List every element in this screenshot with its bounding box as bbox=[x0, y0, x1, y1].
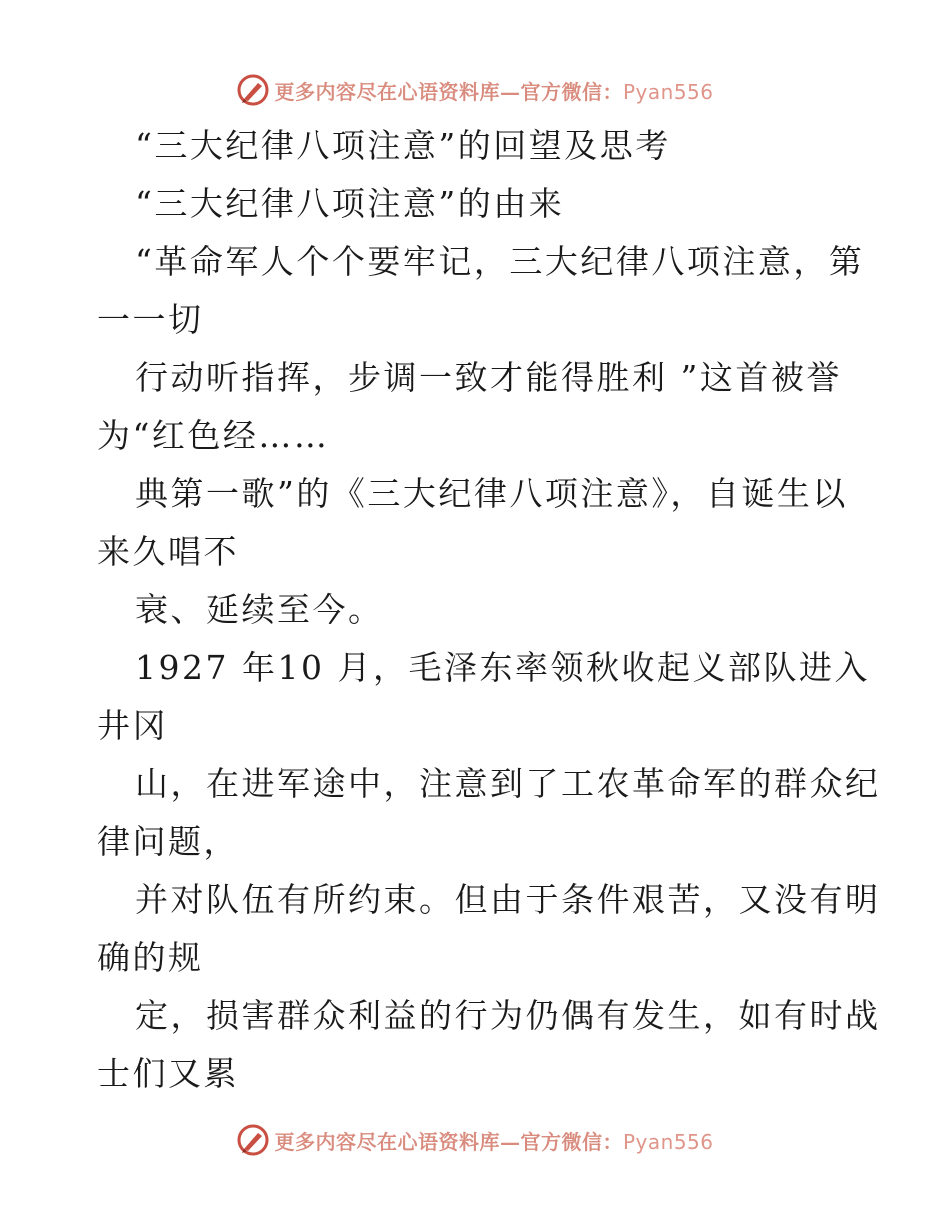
doc-line: 并对队伍有所约束。但由于条件艰苦，又没有明 bbox=[135, 880, 881, 919]
doc-line: 典第一歌”的《三大纪律八项注意》，自诞生以 bbox=[135, 474, 848, 513]
doc-line: 山，在进军途中，注意到了工农革命军的群众纪 bbox=[135, 764, 881, 803]
pen-logo-icon bbox=[236, 1123, 270, 1157]
header-banner-separator: — bbox=[499, 79, 521, 104]
doc-line: 定，损害群众利益的行为仍偶有发生，如有时战 bbox=[135, 996, 881, 1035]
header-banner-text bbox=[274, 76, 713, 105]
header-banner bbox=[0, 70, 950, 110]
pen-logo-icon bbox=[236, 73, 270, 107]
doc-subtitle: “三大纪律八项注意”的由来 bbox=[135, 184, 565, 223]
doc-line: 衰、延续至今。 bbox=[135, 590, 384, 629]
footer-banner-handle: Pyan556 bbox=[622, 1129, 714, 1154]
footer-banner bbox=[0, 1120, 950, 1160]
header-banner-suffix: 官方微信： bbox=[520, 79, 623, 104]
doc-line: 士们又累 bbox=[97, 1054, 239, 1093]
doc-line: 行动听指挥，步调一致才能得胜利 ”这首被誉 bbox=[135, 358, 842, 397]
doc-line: 1927 年10 月，毛泽东率领秋收起义部队进入 bbox=[135, 648, 870, 687]
doc-line: 律问题， bbox=[97, 822, 239, 861]
doc-line: 确的规 bbox=[97, 938, 204, 977]
doc-line: “革命军人个个要牢记，三大纪律八项注意，第 bbox=[135, 242, 865, 281]
document-body bbox=[97, 117, 881, 1103]
doc-line: 来久唱不 bbox=[97, 532, 239, 571]
footer-banner-title: 更多内容尽在心语资料库 bbox=[274, 1129, 500, 1154]
header-banner-handle: Pyan556 bbox=[622, 79, 714, 104]
doc-line: 为“红色经…… bbox=[97, 416, 330, 455]
footer-banner-text bbox=[274, 1126, 713, 1155]
doc-title: “三大纪律八项注意”的回望及思考 bbox=[135, 126, 671, 165]
doc-line: 一一切 bbox=[97, 300, 204, 339]
footer-banner-separator: — bbox=[499, 1129, 521, 1154]
header-banner-title: 更多内容尽在心语资料库 bbox=[274, 79, 500, 104]
doc-line: 井冈 bbox=[97, 706, 168, 745]
footer-banner-suffix: 官方微信： bbox=[520, 1129, 623, 1154]
